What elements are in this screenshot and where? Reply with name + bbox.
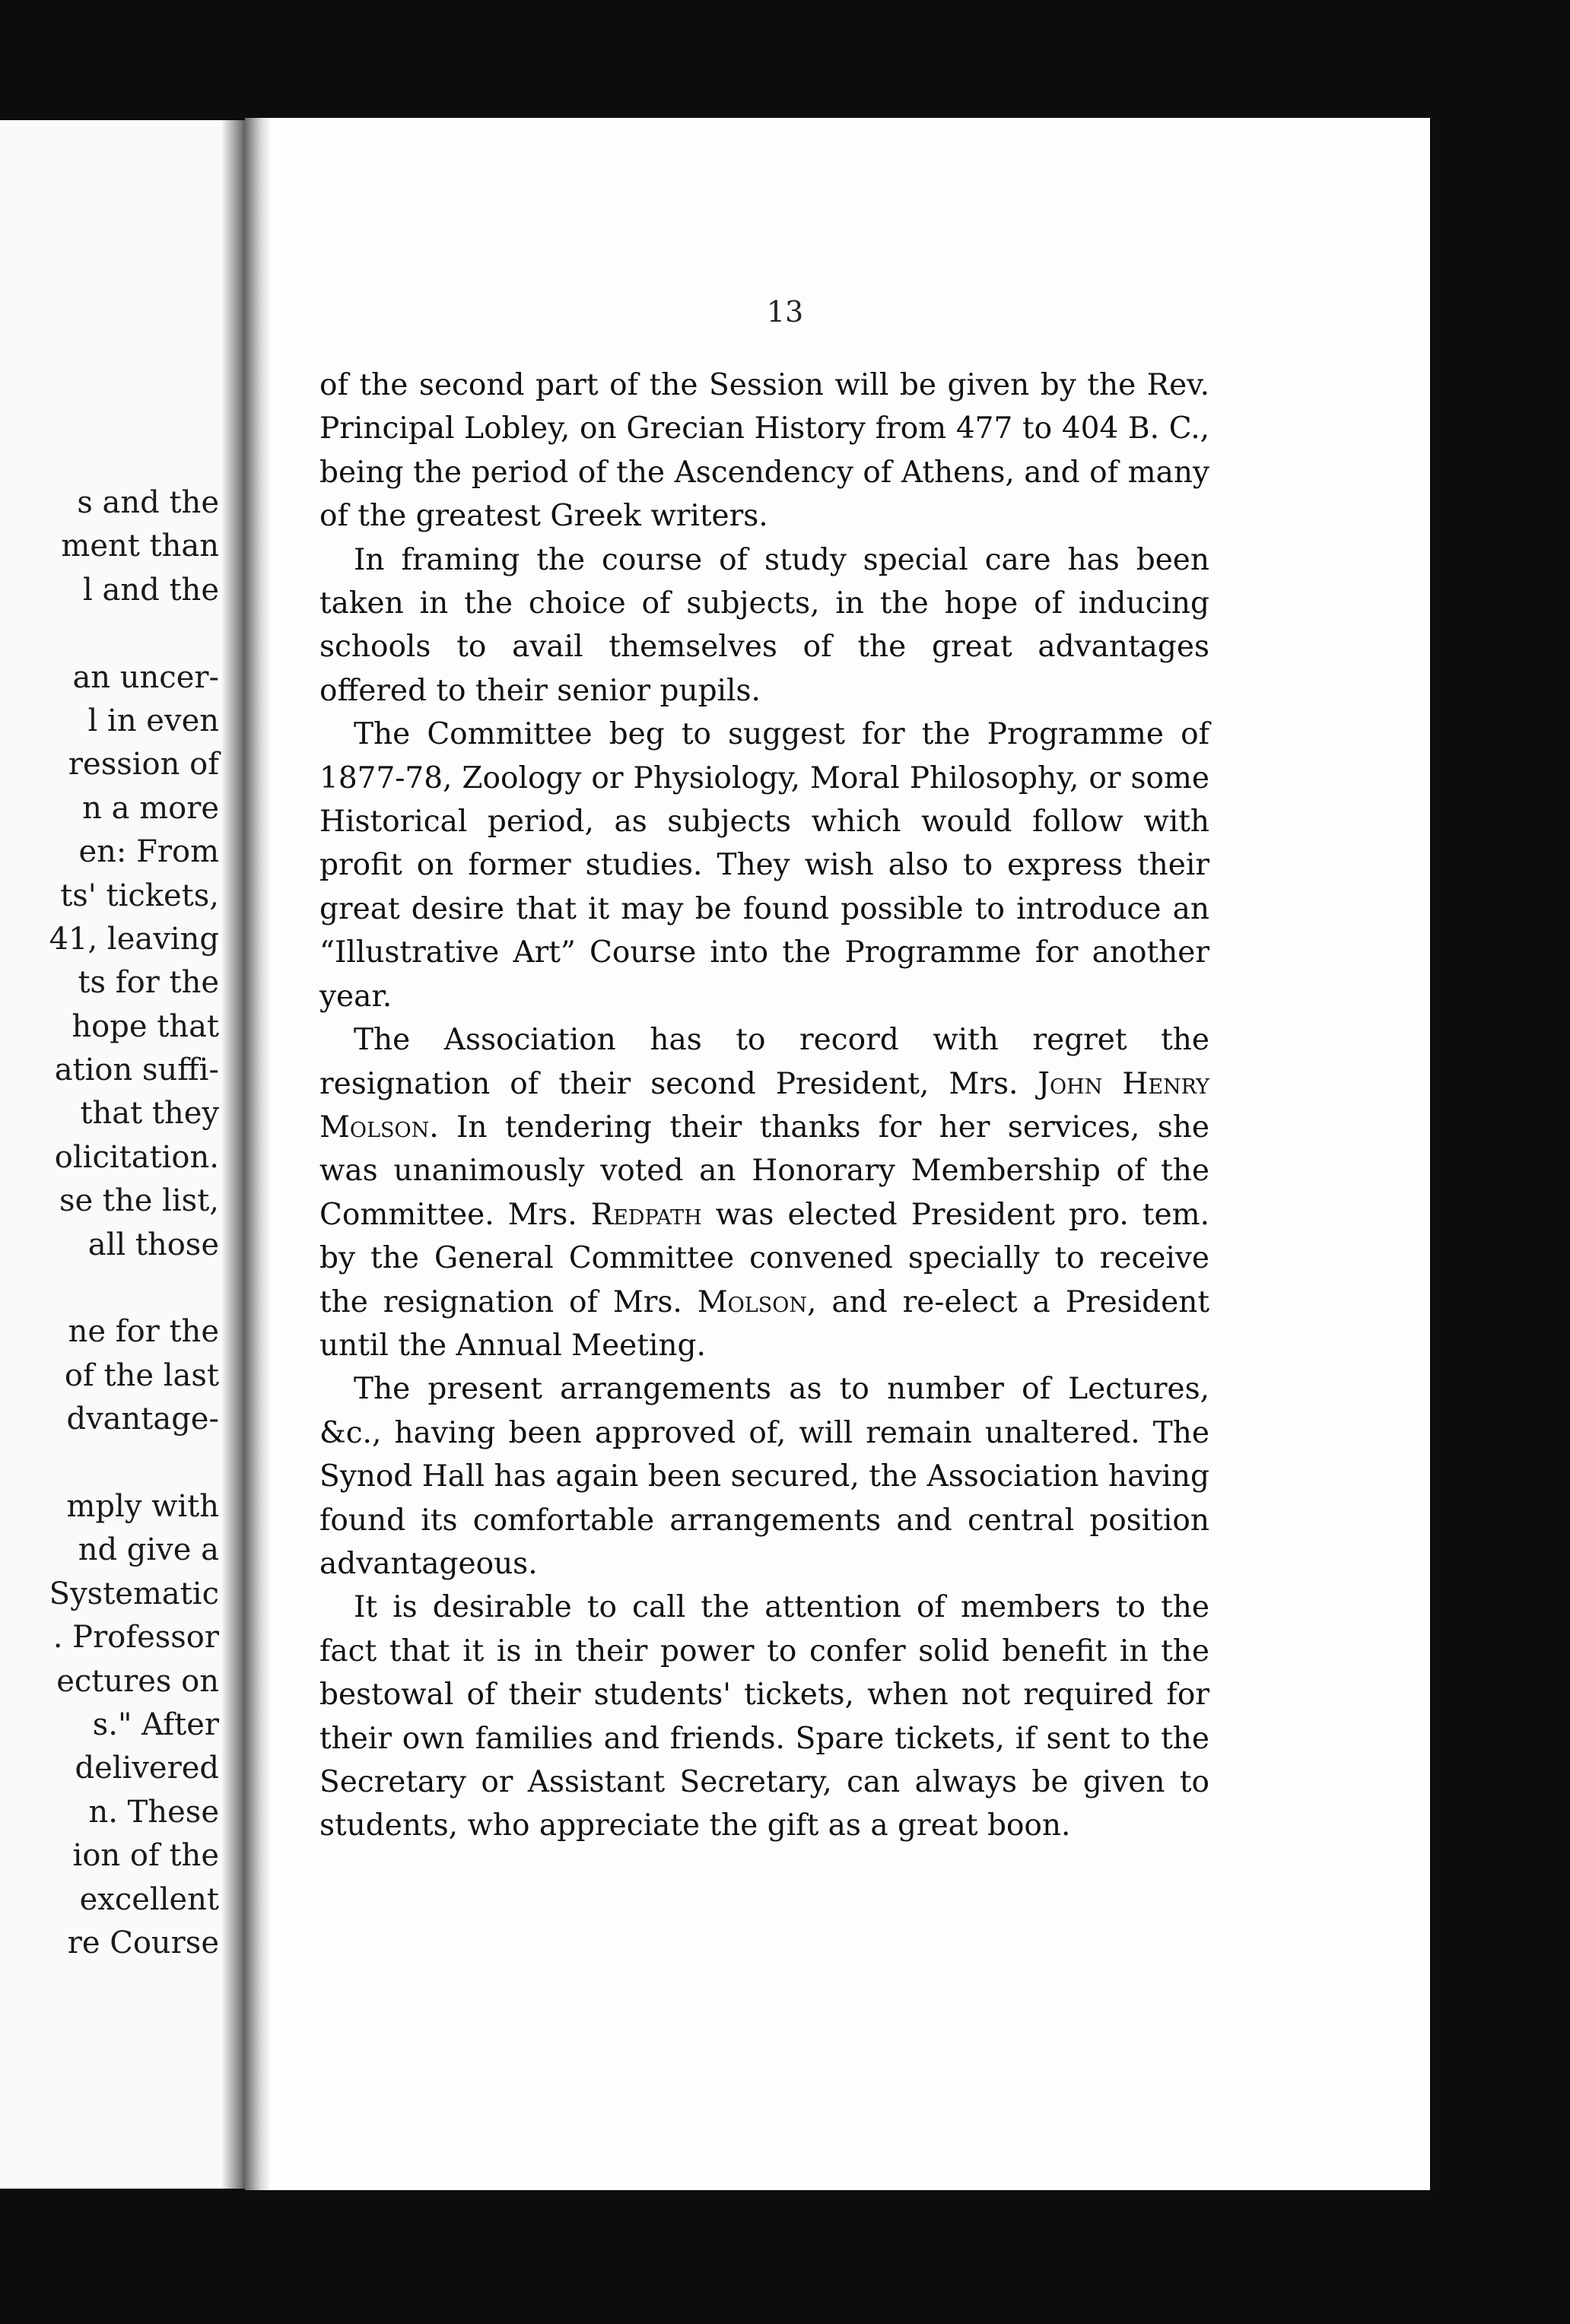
left-page-line: an uncer- bbox=[72, 659, 219, 695]
left-page-line: ation suffi- bbox=[54, 1052, 219, 1088]
left-page-line: . Professor bbox=[52, 1620, 219, 1656]
paragraph: The Committee beg to suggest for the Programme of 1877-78, Zoology or Physiology, Moral Philosophy, or some Historical period, as subjects which would follow with profit on former studies. They wish also to express their great desire that it may be found possible to introduce an “Illustrative Art” Course into the Programme for another year. bbox=[319, 717, 1209, 1014]
left-page-line: s." After bbox=[92, 1706, 219, 1742]
left-page-line: hope that bbox=[72, 1008, 219, 1044]
left-page-line: n a more bbox=[82, 790, 219, 826]
left-page-line: se the list, bbox=[59, 1183, 219, 1219]
person-name: John Henry Molson bbox=[319, 1066, 1209, 1145]
paragraph-text: The Association has to record with regret the resignation of their second President, Mrs. bbox=[319, 1023, 1209, 1101]
paragraph: The present arrangements as to number of Lectures, &c., having been approved of, will remain unaltered. The Synod Hall has again been secured, the Association having found its comfortable arrangements and central position advantageous. bbox=[319, 1372, 1209, 1581]
left-page-line: 41, leaving bbox=[49, 921, 219, 957]
left-page-line: l in even bbox=[87, 703, 219, 738]
left-page-line: Systematic bbox=[49, 1576, 219, 1611]
left-page-line bbox=[0, 1267, 219, 1310]
left-page-line: dvantage- bbox=[66, 1402, 219, 1437]
left-page-line bbox=[0, 612, 219, 656]
left-page-line: re Course bbox=[67, 1925, 219, 1960]
person-name: Redpath bbox=[590, 1197, 702, 1232]
person-name: Molson bbox=[697, 1284, 807, 1319]
left-page-line: ts for the bbox=[78, 965, 219, 1001]
left-page-line: nd give a bbox=[78, 1532, 219, 1568]
left-page-line: ne for the bbox=[68, 1314, 219, 1350]
page-number: 13 bbox=[766, 295, 804, 329]
right-page-gutter-shadow bbox=[245, 118, 271, 2190]
left-page-line: olicitation. bbox=[54, 1139, 219, 1175]
left-page-line: of the last bbox=[64, 1357, 219, 1393]
left-page-line: s and the bbox=[77, 485, 219, 520]
left-page bbox=[0, 120, 242, 2189]
left-page-line: ectures on bbox=[56, 1663, 219, 1699]
left-page-line: n. These bbox=[88, 1794, 219, 1830]
left-page-line: ts' tickets, bbox=[60, 878, 219, 913]
left-page-line: en: From bbox=[78, 834, 219, 870]
left-page-line: excellent bbox=[79, 1881, 219, 1917]
left-page-line: delivered bbox=[75, 1751, 219, 1786]
paragraph: It is desirable to call the attention of members to the fact that it is in their power to confer solid benefit in the bestowal of their students' tickets, when not required for their own families and friends. Spare tickets, if sent to the Secretary or Assistant Secretary, can always be given to students, who appreciate the gift as a great boon. bbox=[319, 1590, 1209, 1843]
paragraph: In framing the course of study special care has been taken in the choice of subjects, in the hope of inducing schools to avail themselves of the great advantages offered to their senior pupils. bbox=[319, 542, 1209, 708]
left-page-line: ion of the bbox=[72, 1838, 219, 1874]
page-body bbox=[319, 364, 1209, 1848]
left-page-line: that they bbox=[80, 1096, 219, 1132]
paragraph bbox=[319, 1018, 1209, 1367]
left-page-line: l and the bbox=[83, 572, 219, 608]
left-page-line bbox=[0, 1442, 219, 1485]
left-page-line: ment than bbox=[61, 529, 219, 564]
left-page-text bbox=[0, 481, 219, 1965]
paragraph-text: . In tendering their thanks for her services, she was unanimously voted an Honorary Membership of the Committee. Mrs. bbox=[319, 1110, 1209, 1232]
paragraph-text: , and re-elect a President until the Annual Meeting. bbox=[319, 1284, 1209, 1363]
paragraph-text: was elected President pro. tem. by the General Committee convened specially to receive the resignation of Mrs. bbox=[319, 1197, 1209, 1319]
left-page-line: all those bbox=[87, 1227, 219, 1262]
left-page-line: mply with bbox=[66, 1488, 219, 1524]
left-page-line: ression of bbox=[68, 747, 219, 783]
paragraph: of the second part of the Session will be given by the Rev. Principal Lobley, on Grecian History from 477 to 404 B. C., being the period of the Ascendency of Athens, and of many of the greatest Greek writers. bbox=[319, 368, 1209, 534]
